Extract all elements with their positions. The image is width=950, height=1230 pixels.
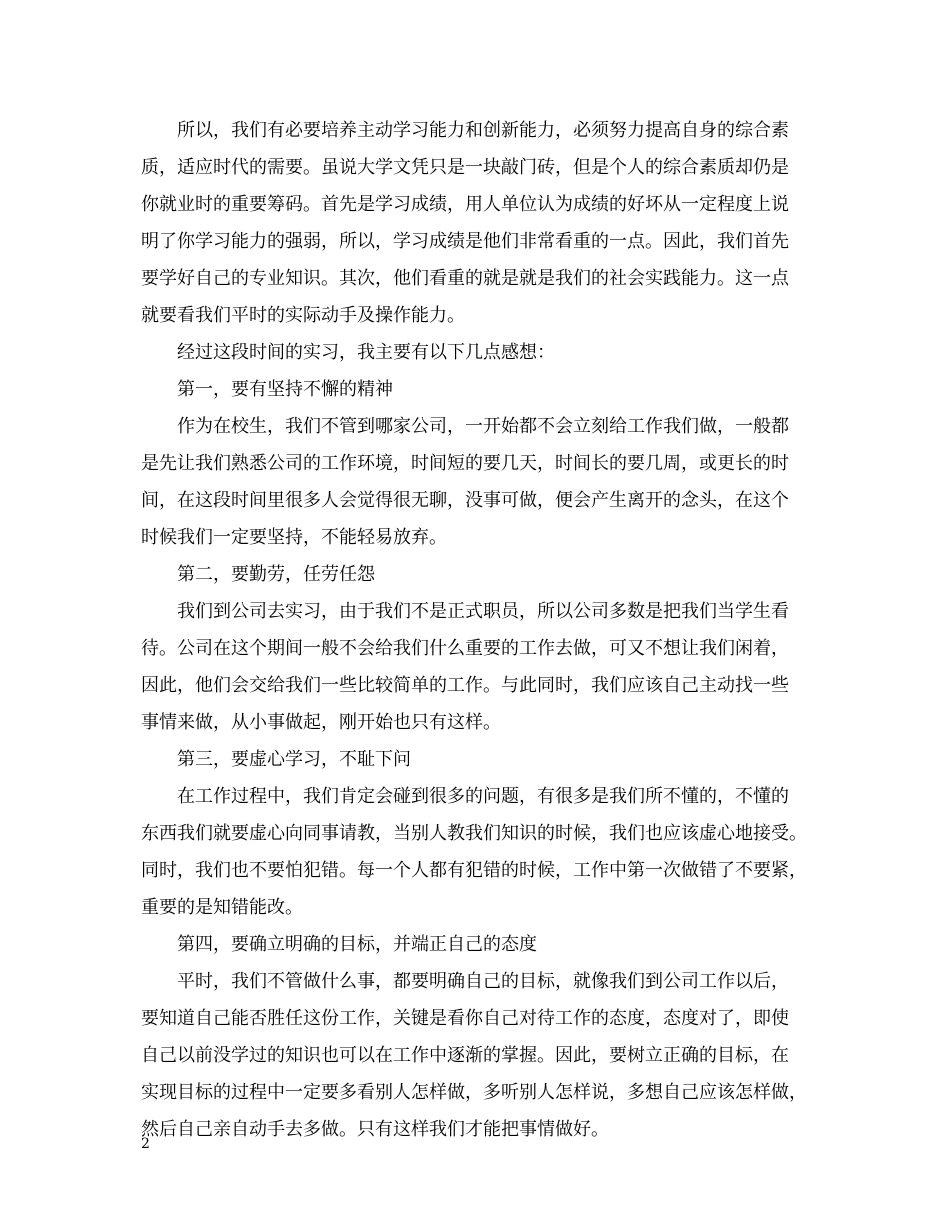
paragraph: [141, 741, 817, 778]
paragraph: [141, 926, 817, 963]
paragraph: [141, 556, 817, 593]
text-line: 所以，我们有必要培养主动学习能力和创新能力，必须努力提高自身的综合素: [177, 120, 789, 141]
text-line: 就要看我们平时的实际动手及操作能力。: [141, 305, 465, 326]
text-line: 自己以前没学过的知识也可以在工作中逐渐的掌握。因此，要树立正确的目标，在: [141, 1045, 789, 1066]
paragraph: [141, 371, 817, 408]
text-line: 间，在这段时间里很多人会觉得很无聊，没事可做，便会产生离开的念头，在这个: [141, 490, 789, 511]
text-line: 实现目标的过程中一定要多看别人怎样做，多听别人怎样说，多想自己应该怎样做，: [141, 1082, 807, 1103]
text-line: 经过这段时间的实习，我主要有以下几点感想：: [177, 342, 555, 363]
text-line: 明了你学习能力的强弱，所以，学习成绩是他们非常看重的一点。因此，我们首先: [141, 231, 789, 252]
text-line: 第一，要有坚持不懈的精神: [177, 379, 393, 400]
paragraph: [141, 408, 817, 556]
text-line: 事情来做，从小事做起，刚开始也只有这样。: [141, 712, 501, 733]
text-line: 同时，我们也不要怕犯错。每一个人都有犯错的时候，工作中第一次做错了不要紧，: [141, 860, 807, 881]
text-line: 平时，我们不管做什么事，都要明确自己的目标，就像我们到公司工作以后，: [177, 971, 789, 992]
paragraph: [141, 593, 817, 741]
text-line: 然后自己亲自动手去多做。只有这样我们才能把事情做好。: [141, 1119, 609, 1140]
page-number: 2: [141, 1136, 150, 1152]
text-line: 是先让我们熟悉公司的工作环境，时间短的要几天，时间长的要几周，或更长的时: [141, 453, 789, 474]
paragraph: [141, 112, 817, 334]
text-line: 第三，要虚心学习，不耻下问: [177, 749, 411, 770]
paragraph: [141, 963, 817, 1148]
text-line: 待。公司在这个期间一般不会给我们什么重要的工作去做，可又不想让我们闲着，: [141, 638, 789, 659]
text-line: 我们到公司去实习，由于我们不是正式职员，所以公司多数是把我们当学生看: [177, 601, 789, 622]
paragraph: [141, 778, 817, 926]
text-line: 第二，要勤劳，任劳任怨: [177, 564, 375, 585]
text-line: 东西我们就要虚心向同事请教，当别人教我们知识的时候，我们也应该虚心地接受。: [141, 823, 807, 844]
text-line: 重要的是知错能改。: [141, 897, 303, 918]
paragraph: [141, 334, 817, 371]
text-line: 你就业时的重要筹码。首先是学习成绩，用人单位认为成绩的好坏从一定程度上说: [141, 194, 789, 215]
text-line: 在工作过程中，我们肯定会碰到很多的问题，有很多是我们所不懂的，不懂的: [177, 786, 789, 807]
text-line: 因此，他们会交给我们一些比较简单的工作。与此同时，我们应该自己主动找一些: [141, 675, 789, 696]
text-line: 时候我们一定要坚持，不能轻易放弃。: [141, 527, 447, 548]
text-line: 要知道自己能否胜任这份工作，关键是看你自己对待工作的态度，态度对了，即使: [141, 1008, 789, 1029]
text-line: 第四，要确立明确的目标，并端正自己的态度: [177, 934, 537, 955]
text-line: 质，适应时代的需要。虽说大学文凭只是一块敲门砖，但是个人的综合素质却仍是: [141, 157, 789, 178]
text-line: 要学好自己的专业知识。其次，他们看重的就是就是我们的社会实践能力。这一点: [141, 268, 789, 289]
text-line: 作为在校生，我们不管到哪家公司，一开始都不会立刻给工作我们做，一般都: [177, 416, 789, 437]
document-body: [141, 112, 817, 1148]
